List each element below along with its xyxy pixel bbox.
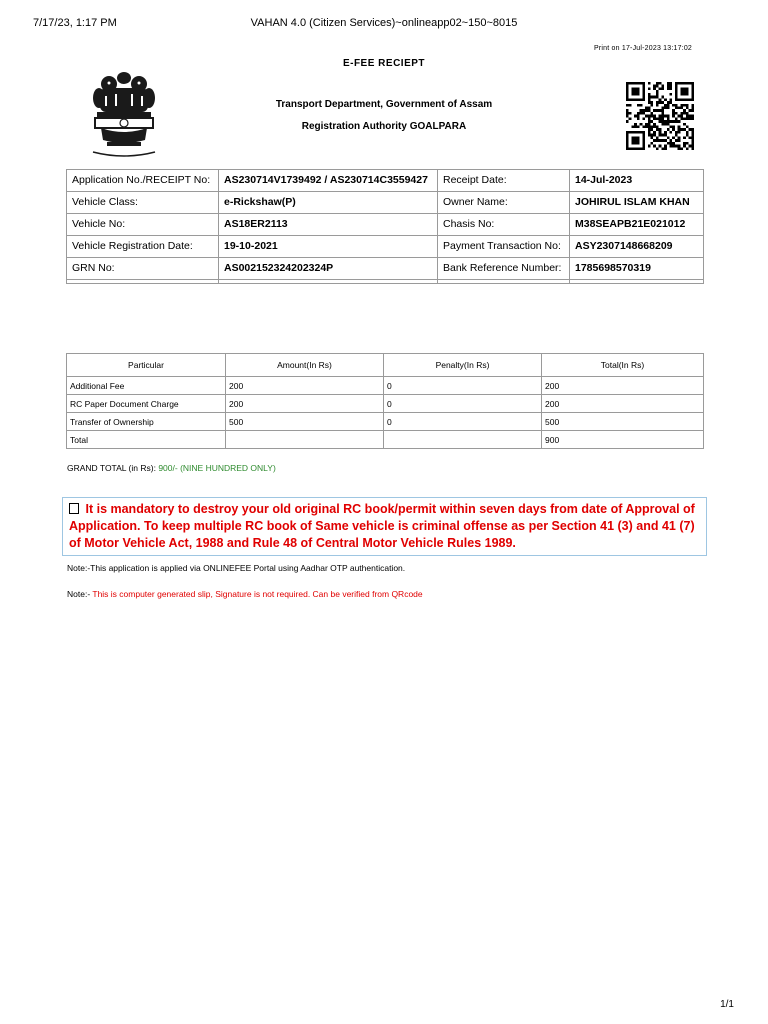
- fee-amount: [226, 431, 384, 449]
- info-row-vehicle-no: [67, 214, 704, 236]
- table-row: [67, 413, 704, 431]
- doc-title: E-FEE RECIEPT: [342, 58, 426, 69]
- state-emblem-icon: [85, 70, 163, 160]
- fee-penalty: 0: [384, 377, 542, 395]
- owner-name-label: Owner Name:: [438, 192, 570, 214]
- registration-date-value: 19-10-2021: [219, 236, 438, 258]
- fee-table: [66, 353, 704, 449]
- vehicle-class-value: e-Rickshaw(P): [219, 192, 438, 214]
- signature-note: [67, 589, 423, 599]
- registration-authority: Registration Authority GOALPARA: [301, 121, 467, 132]
- department-name: Transport Department, Government of Assam: [275, 99, 493, 110]
- print-datetime: 7/17/23, 1:17 PM: [33, 17, 117, 29]
- signature-note-text: This is computer generated slip, Signature is not required. Can be verified from QRcode: [92, 589, 423, 599]
- fee-total: 200: [542, 395, 704, 413]
- signature-note-prefix: Note:-: [67, 589, 91, 599]
- vehicle-info-table: [66, 169, 704, 284]
- printed-on: Print on 17-Jul-2023 13:17:02: [594, 45, 693, 52]
- grand-total: [67, 463, 276, 473]
- browser-page-title: VAHAN 4.0 (Citizen Services)~onlineapp02~150~8015: [250, 17, 518, 29]
- table-row: [67, 377, 704, 395]
- grand-total-label: GRAND TOTAL (in Rs):: [67, 463, 156, 473]
- receipt-date-label: Receipt Date:: [438, 170, 570, 192]
- fee-penalty: 0: [384, 395, 542, 413]
- table-row-total: [67, 431, 704, 449]
- fee-total: 500: [542, 413, 704, 431]
- info-row-grn: [67, 258, 704, 280]
- fee-amount: 500: [226, 413, 384, 431]
- fee-amount: 200: [226, 377, 384, 395]
- owner-name-value: JOHIRUL ISLAM KHAN: [570, 192, 704, 214]
- payment-transaction-value: ASY2307148668209: [570, 236, 704, 258]
- application-no-value: AS230714V1739492 / AS230714C3559427: [219, 170, 438, 192]
- vehicle-no-label: Vehicle No:: [67, 214, 219, 236]
- fee-penalty: [384, 431, 542, 449]
- bank-reference-value: 1785698570319: [570, 258, 704, 280]
- header-penalty: Penalty(In Rs): [384, 354, 542, 377]
- info-row-spacer: [67, 280, 704, 284]
- bank-reference-label: Bank Reference Number:: [438, 258, 570, 280]
- fee-particular: Total: [67, 431, 226, 449]
- fee-total: 200: [542, 377, 704, 395]
- registration-date-label: Vehicle Registration Date:: [67, 236, 219, 258]
- info-row-class: [67, 192, 704, 214]
- receipt-date-value: 14-Jul-2023: [570, 170, 704, 192]
- header-total: Total(In Rs): [542, 354, 704, 377]
- checkbox-square-icon: [69, 503, 79, 514]
- page-number: 1/1: [720, 999, 734, 1010]
- info-row-registration: [67, 236, 704, 258]
- vehicle-class-label: Vehicle Class:: [67, 192, 219, 214]
- application-no-label: Application No./RECEIPT No:: [67, 170, 219, 192]
- fee-particular: Transfer of Ownership: [67, 413, 226, 431]
- fee-table-header: [67, 354, 704, 377]
- fee-penalty: 0: [384, 413, 542, 431]
- chasis-no-value: M38SEAPB21E021012: [570, 214, 704, 236]
- fee-amount: 200: [226, 395, 384, 413]
- grand-total-value: 900/- (NINE HUNDRED ONLY): [158, 463, 276, 473]
- fee-particular: Additional Fee: [67, 377, 226, 395]
- header-amount: Amount(In Rs): [226, 354, 384, 377]
- chasis-no-label: Chasis No:: [438, 214, 570, 236]
- fee-total: 900: [542, 431, 704, 449]
- notice-text: It is mandatory to destroy your old original RC book/permit within seven days from date of Approval of Application. To keep multiple RC book of Same vehicle is criminal offense as per Section 41 (3) and 41 (7) of Motor Vehicle Act, 1988 and Rule 48 of Central Motor Vehicle Rules 1989.: [69, 502, 695, 550]
- payment-transaction-label: Payment Transaction No:: [438, 236, 570, 258]
- vehicle-no-value: AS18ER2113: [219, 214, 438, 236]
- fee-particular: RC Paper Document Charge: [67, 395, 226, 413]
- qr-code-icon: [626, 82, 694, 150]
- header-particular: Particular: [67, 354, 226, 377]
- aadhar-note: Note:-This application is applied via ONLINEFEE Portal using Aadhar OTP authentication.: [67, 563, 406, 573]
- table-row: [67, 395, 704, 413]
- grn-no-value: AS002152324202324P: [219, 258, 438, 280]
- grn-no-label: GRN No:: [67, 258, 219, 280]
- rc-destroy-notice: [62, 497, 707, 556]
- info-row-application: [67, 170, 704, 192]
